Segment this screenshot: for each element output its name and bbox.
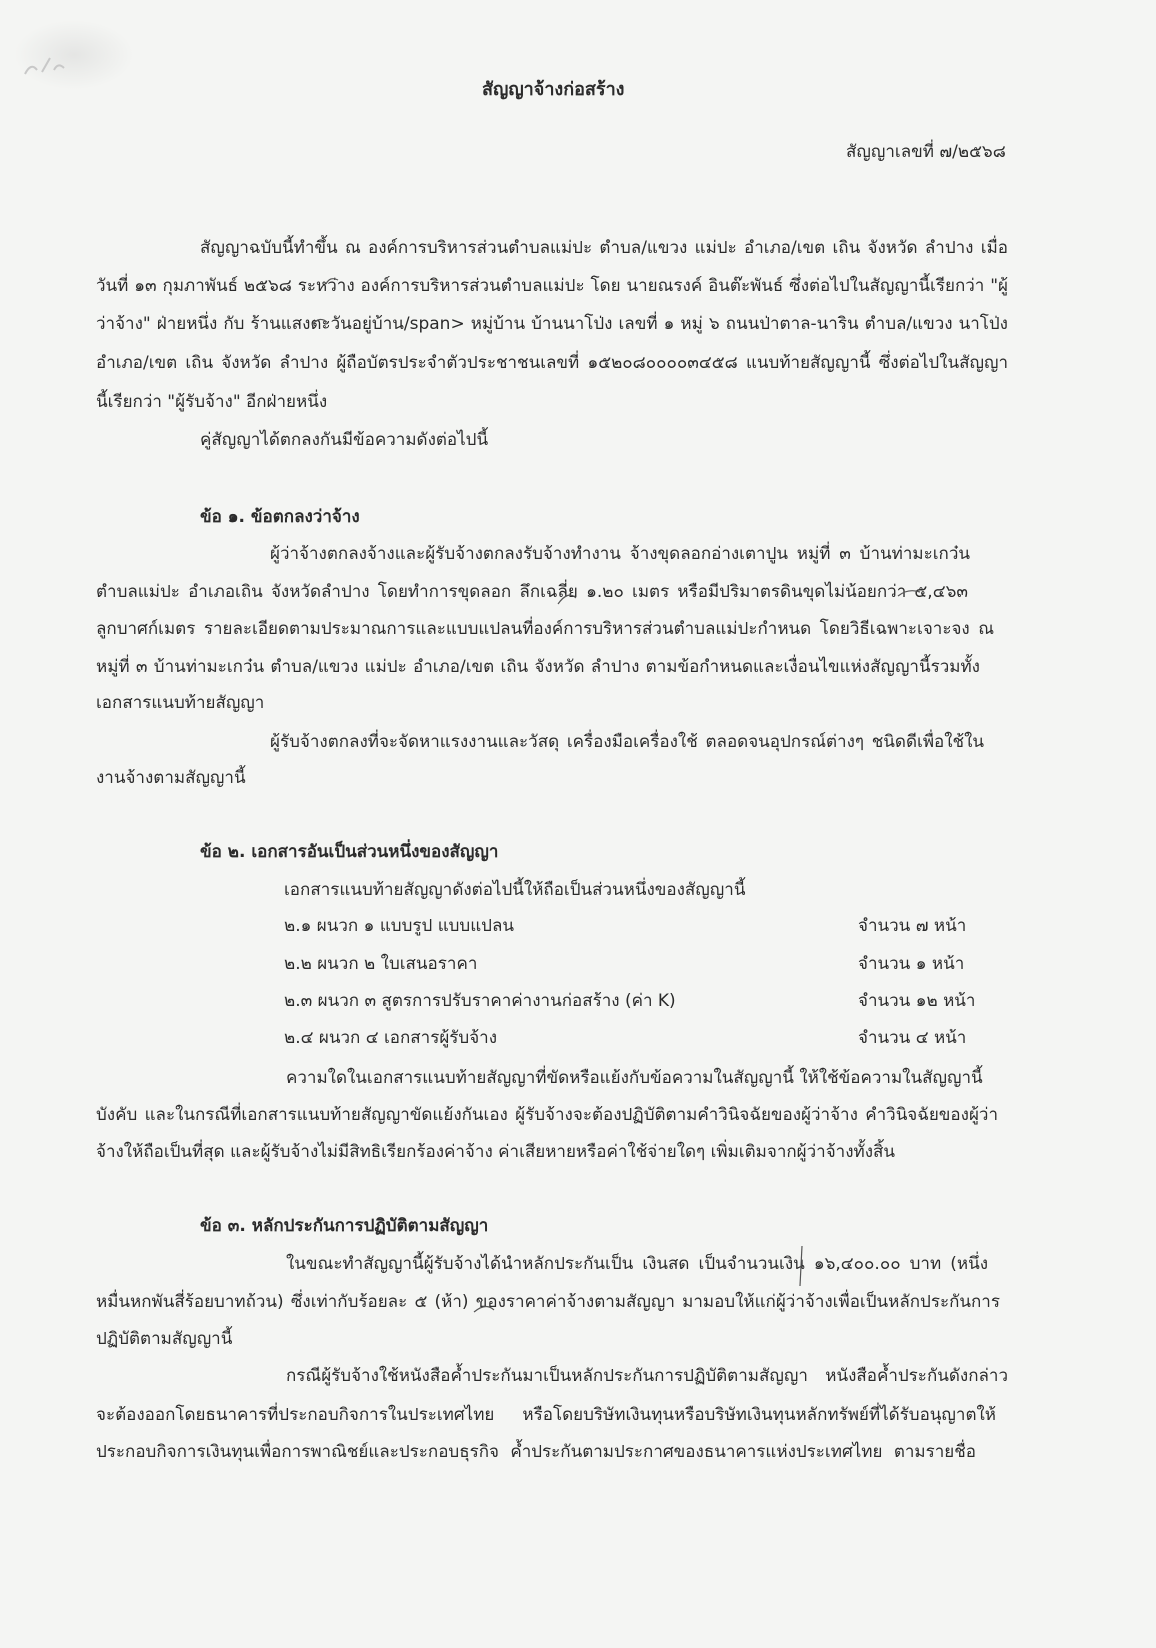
clause1-line: ผู้ว่าจ้างตกลงจ้างและผู้รับจ้างตกลงรับจ้างทำงาน จ้างขุดลอกอ่างเตาปูน หมู่ที่ ๓ บ้านท่ามะเกว๋น: [270, 544, 970, 564]
preamble-line: ว่าจ้าง" ฝ่ายหนึ่ง กับ ร้านแสงตะวันอยู่บ้าน/span> หมู่บ้าน บ้านนาโป่ง เลขที่ ๑ หมู่ ๖ ถนนป่าตาล-นาริน ตำบล/แขวง นาโป่ง: [96, 314, 1008, 334]
clause3-line: ในขณะทำสัญญานี้ผู้รับจ้างได้นำหลักประกันเป็น เงินสด เป็นจำนวนเงิน ๑๖,๔๐๐.๐๐ บาท (หนึ่ง: [286, 1254, 988, 1274]
clause3-line: ประกอบกิจการเงินทุนเพื่อการพาณิชย์และประกอบธุรกิจ ค้ำประกันตามประกาศของธนาคารแห่งประเทศไทย ตามรายชื่อ: [96, 1442, 976, 1462]
annex-label: ๒.๓ ผนวก ๓ สูตรการปรับราคาค่างานก่อสร้าง (ค่า K): [284, 991, 676, 1011]
clause2-line: ความใดในเอกสารแนบท้ายสัญญาที่ขัดหรือแย้งกับข้อความในสัญญานี้ ให้ใช้ข้อความในสัญญานี้: [286, 1068, 983, 1088]
annex-label: ๒.๑ ผนวก ๑ แบบรูป แบบแปลน: [284, 916, 515, 936]
clause2-heading: ข้อ ๒. เอกสารอันเป็นส่วนหนึ่งของสัญญา: [200, 842, 499, 862]
clause2-intro: เอกสารแนบท้ายสัญญาดังต่อไปนี้ให้ถือเป็นส่วนหนึ่งของสัญญานี้: [284, 880, 746, 900]
preamble-line: สัญญาฉบับนี้ทำขึ้น ณ องค์การบริหารส่วนตำบลแม่ปะ ตำบล/แขวง แม่ปะ อำเภอ/เขต เถิน จังหวัด ลำปาง เมื่อ: [200, 238, 1008, 258]
clause3-line: จะต้องออกโดยธนาคารที่ประกอบกิจการในประเทศไทย หรือโดยบริษัทเงินทุนหรือบริษัทเงินทุนหลักทรัพย์ที่ได้รับอนุญาตให้: [96, 1405, 996, 1425]
clause3-heading: ข้อ ๓. หลักประกันการปฏิบัติตามสัญญา: [200, 1216, 489, 1236]
clause2-line: บังคับ และในกรณีที่เอกสารแนบท้ายสัญญาขัดแย้งกันเอง ผู้รับจ้างจะต้องปฏิบัติตามคำวินิจฉัยของผู้ว่าจ้าง คำวินิจฉัยของผู้ว่า: [96, 1105, 998, 1125]
clause1-line: ลูกบาศก์เมตร รายละเอียดตามประมาณการและแบบแปลนที่องค์การบริหารส่วนตำบลแม่ปะกำหนด โดยวิธีเฉพาะเจาะจง ณ: [96, 619, 994, 639]
contract-number: สัญญาเลขที่ ๗/๒๕๖๘: [846, 142, 1006, 162]
clause1-line: หมู่ที่ ๓ บ้านท่ามะเกว๋น ตำบล/แขวง แม่ปะ อำเภอ/เขต เถิน จังหวัด ลำปาง ตามข้อกำหนดและเงื่อนไขแห่งสัญญานี้รวมทั้ง: [96, 657, 980, 677]
clause3-line: กรณีผู้รับจ้างใช้หนังสือค้ำประกันมาเป็นหลักประกันการปฏิบัติตามสัญญา หนังสือค้ำประกันดังกล่าว: [286, 1366, 1008, 1386]
clause1-heading: ข้อ ๑. ข้อตกลงว่าจ้าง: [200, 507, 360, 527]
clause1-line: งานจ้างตามสัญญานี้: [96, 768, 246, 788]
clause2-line: จ้างให้ถือเป็นที่สุด และผู้รับจ้างไม่มีสิทธิเรียกร้องค่าจ้าง ค่าเสียหายหรือค่าใช้จ่ายใดๆ เพิ่มเติมจากผู้ว่าจ้างทั้งสิ้น: [96, 1142, 896, 1162]
agreement-intro: คู่สัญญาได้ตกลงกันมีข้อความดังต่อไปนี้: [200, 430, 489, 450]
clause3-line: ปฏิบัติตามสัญญานี้: [96, 1329, 233, 1349]
annex-count: จำนวน ๑๒ หน้า: [858, 991, 976, 1011]
annex-count: จำนวน ๑ หน้า: [858, 954, 965, 974]
clause1-line: ตำบลแม่ปะ อำเภอเถิน จังหวัดลำปาง โดยทำการขุดลอก ลึกเฉลี่ย ๑.๒๐ เมตร หรือมีปริมาตรดินขุดไม่น้อยกว่า ๕,๔๖๓: [96, 582, 968, 602]
annex-count: จำนวน ๔ หน้า: [858, 1028, 967, 1048]
preamble-line: วันที่ ๑๓ กุมภาพันธ์ ๒๕๖๘ ระหว่าง องค์การบริหารส่วนตำบลแม่ปะ โดย นายณรงค์ อินต๊ะพันธ์ ซึ่งต่อไปในสัญญานี้เรียกว่า "ผู้: [96, 276, 1008, 296]
clause3-line: หมื่นหกพันสี่ร้อยบาทถ้วน) ซึ่งเท่ากับร้อยละ ๕ (ห้า) ของราคาค่าจ้างตามสัญญา มามอบให้แก่ผู้ว่าจ้างเพื่อเป็นหลักประกันการ: [96, 1292, 1000, 1312]
annex-count: จำนวน ๗ หน้า: [858, 916, 967, 936]
annex-label: ๒.๔ ผนวก ๔ เอกสารผู้รับจ้าง: [284, 1028, 498, 1048]
annex-label: ๒.๒ ผนวก ๒ ใบเสนอราคา: [284, 954, 478, 974]
clause1-line: เอกสารแนบท้ายสัญญา: [96, 693, 265, 713]
document-title: สัญญาจ้างก่อสร้าง: [482, 79, 625, 100]
preamble-line: อำเภอ/เขต เถิน จังหวัด ลำปาง ผู้ถือบัตรประจำตัวประชาชนเลขที่ ๑๕๒๐๘๐๐๐๐๓๔๕๘ แนบท้ายสัญญานี้ ซึ่งต่อไปในสัญญา: [96, 353, 1008, 373]
preamble-line: นี้เรียกว่า "ผู้รับจ้าง" อีกฝ่ายหนึ่ง: [96, 392, 328, 412]
clause1-line: ผู้รับจ้างตกลงที่จะจัดหาแรงงานและวัสดุ เครื่องมือเครื่องใช้ ตลอดจนอุปกรณ์ต่างๆ ชนิดดีเพื่อใช้ใน: [270, 732, 984, 752]
